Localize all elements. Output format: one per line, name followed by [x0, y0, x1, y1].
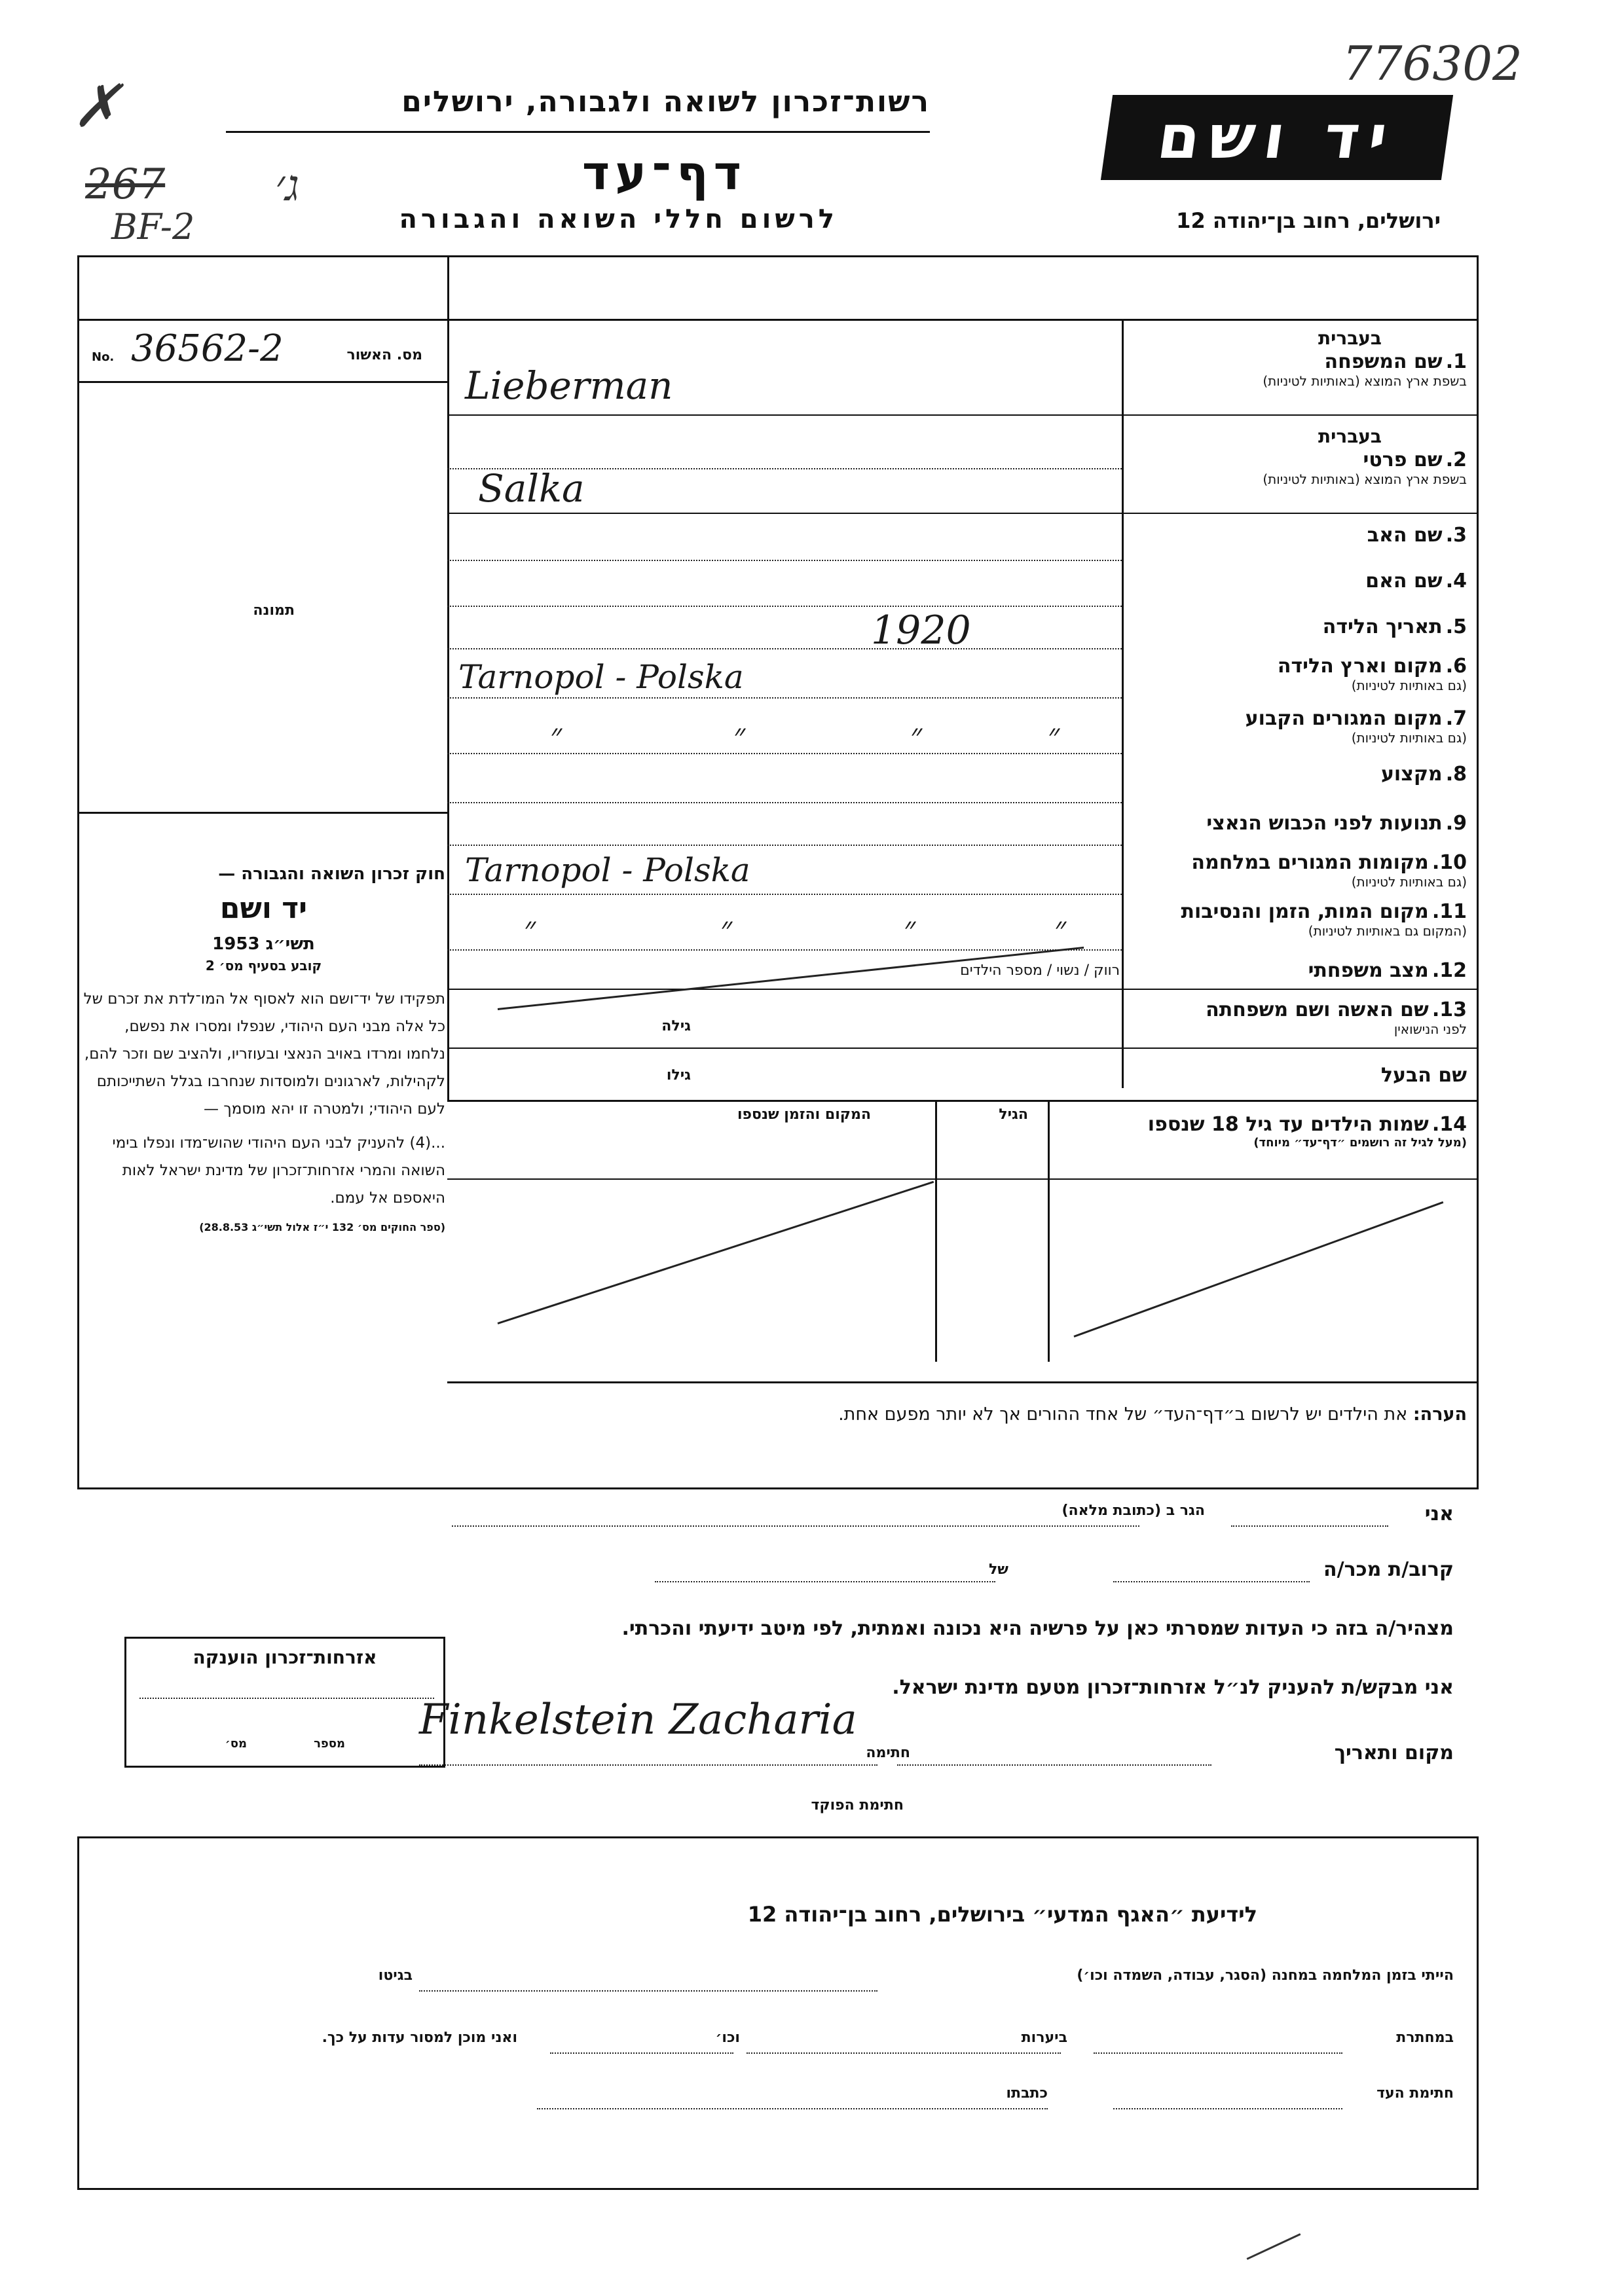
note-title: הערה: [1412, 1404, 1467, 1425]
signature-label: חתימה [866, 1745, 910, 1761]
field-3 [1126, 524, 1467, 547]
field-13 [1126, 998, 1467, 1037]
form-title: דף־עד [581, 145, 747, 200]
witness-address-label: כתבתו [1006, 2085, 1048, 2102]
certificate-title: אזרחות־זכרון הוענקה [193, 1647, 377, 1668]
field-5-label: תאריך הלידה [1322, 615, 1443, 638]
info-section [77, 1836, 1479, 2190]
field-12 [1126, 959, 1467, 982]
answer-given-latin: Salka [478, 466, 585, 511]
field-11-num: 11. [1431, 900, 1467, 923]
field-6-label: מקום וארץ הלידה [1277, 655, 1443, 678]
ditto-7: ״ [904, 910, 916, 947]
field-5 [1126, 615, 1467, 638]
field-9-num: 9. [1445, 812, 1467, 835]
field-7 [1126, 707, 1467, 746]
col-place-header: המקום והזמן שנספו [737, 1106, 871, 1123]
struck-number: 267 [85, 160, 166, 209]
hebrew-tag-1: בעברית [1318, 327, 1382, 349]
ditto-4: ״ [1048, 717, 1060, 754]
law-name: יד ושם [219, 892, 308, 925]
margin-mark: ג׳ [275, 160, 300, 211]
serial-prefix: No. [92, 350, 115, 364]
wife-age-label: גילה [661, 1018, 691, 1034]
field-14-num: 14. [1431, 1113, 1467, 1136]
declaration-address-label: הגר ב (כתובת מלאה) [1061, 1503, 1205, 1519]
ditto-3: ״ [910, 717, 923, 754]
field-13-sub: לפני הנישואין [1393, 1021, 1467, 1037]
ditto-2: ״ [733, 717, 746, 754]
field-1-sub: בשפת ארץ המוצא (באותיות לטיניות) [1263, 373, 1467, 389]
ready-label: ואני מוכן למסור עדות על כך. [322, 2030, 517, 2046]
certificate-box [124, 1637, 445, 1768]
declaration-of: של [989, 1561, 1008, 1578]
place-date-label: מקום ותאריך [1334, 1741, 1454, 1764]
field-10-sub: (גם באותיות לטיניות) [1351, 874, 1467, 890]
field-10 [1126, 851, 1467, 890]
form-subtitle: לרשום חללי השואה והגבורה [399, 204, 838, 234]
field-8-num: 8. [1445, 763, 1467, 786]
logo-text: יד ושם [1153, 102, 1401, 172]
certificate-prefix: מס׳ [225, 1737, 247, 1751]
scribble-mark: ✗ [72, 72, 122, 141]
certificate-number-label: מספר [314, 1737, 345, 1751]
law-clause: קובע בסעיף מס׳ 2 [205, 958, 322, 974]
field-4-num: 4. [1445, 570, 1467, 592]
field-7-num: 7. [1445, 707, 1467, 730]
field-1 [1126, 350, 1467, 389]
field-14-label: שמות הילדים עד גיל 18 שנספו [1147, 1113, 1429, 1136]
field-7-sub: (גם באותיות לטיניות) [1351, 730, 1467, 746]
field-2-label: שם פרטי [1363, 448, 1443, 471]
forests-label: ביערות [1021, 2030, 1067, 2046]
field-11-sub: (המקום גם באותיות לטיניות) [1308, 923, 1467, 939]
answer-surname-latin: Lieberman [465, 363, 673, 408]
field-11 [1126, 900, 1467, 939]
field-13-num: 13. [1431, 998, 1467, 1021]
field-14 [1048, 1113, 1467, 1150]
answer-birthplace-latin: Tarnopol - Polska [458, 658, 744, 696]
underground-label: במחתרת [1396, 2030, 1454, 2046]
answer-wartime-latin: Tarnopol - Polska [465, 851, 750, 889]
field-1-label: שם המשפחה [1324, 350, 1443, 373]
declaration-i: אני [1424, 1503, 1454, 1525]
field-6-num: 6. [1445, 655, 1467, 678]
info-title: לידיעת ״האגף המדעי״ בירושלים, רחוב בן־יהודה 12 [747, 1902, 1257, 1927]
field-8-label: מקצוע [1380, 763, 1443, 786]
spouse-label: שם הבעל [1380, 1064, 1467, 1087]
field-12-label: מצב משפחתי [1308, 959, 1429, 982]
hebrew-tag-2: בעברית [1318, 426, 1382, 447]
field-3-num: 3. [1445, 524, 1467, 547]
declaration-text: מצהיר/ה בזה כי העדות שמסרתי כאן על פרשיה היא נכונה ואמתית, לפי מיטב ידיעתי והכרתי. [621, 1617, 1454, 1640]
field-12-num: 12. [1431, 959, 1467, 982]
stamp-number: 776302 [1342, 36, 1522, 91]
etc-label: וכו׳ [715, 2030, 740, 2046]
yad-vashem-logo [1101, 95, 1453, 180]
officer-signature-label: חתימת הפוקד [811, 1797, 904, 1813]
law-text-2: ...(4) להעניק לבני העם היהודי שהוש־מדו ונפלו בימי השואה והמרי אזרחות־זכרון של מדינת ישראל לאות היאספם אל עמם. [112, 1135, 445, 1207]
photo-label: תמונה [253, 602, 295, 619]
field-3-label: שם האב [1367, 524, 1443, 547]
pen-stroke [1247, 2233, 1301, 2260]
field-11-label: מקום המות, הזמן והנסיבות [1181, 900, 1429, 923]
field-4 [1126, 570, 1467, 592]
law-year: תשי״ג 1953 [212, 934, 315, 954]
law-box [82, 864, 445, 1233]
request-text: אני מבקש/ת להעניק לנ״ל אזרחות־זכרון מטעם מדינת ישראל. [892, 1676, 1454, 1699]
field-1-num: 1. [1445, 350, 1467, 373]
ditto-6: ״ [720, 910, 733, 947]
col-age-header: הגיל [999, 1106, 1028, 1123]
law-source: (ספר החוקים מס׳ 132 י״ז אלול תשי״ג 28.8.53) [199, 1221, 445, 1233]
field-4-label: שם האם [1365, 570, 1443, 592]
law-text-1: תפקידו של יד־ושם הוא לאסוף אל המו־לדת את זכרם של כל אלה מבני העם היהודי, שנפלו ומסרו את נפשם, נלחמו ומרדו באויב הנאצי ובעוזריו, ולהציב שם וזכר להם, לקהילות, לארגונים ולמוסדות שנחרבו בגלל השתייכותם לעם היהודי; ולמטרה זו יהא מוסמך — [83, 991, 445, 1118]
serial-label: מס. האשור [346, 347, 422, 363]
institute-address: ירושלים, רחוב בן־יהודה 12 [1176, 208, 1441, 233]
field-6-sub: (גם באותיות לטיניות) [1351, 678, 1467, 693]
declaration-relative: קרוב/ת מכר/ה [1323, 1558, 1454, 1581]
field-2 [1126, 448, 1467, 487]
field-2-num: 2. [1445, 448, 1467, 471]
ditto-8: ״ [1054, 910, 1067, 947]
field-2-sub: בשפת ארץ המוצא (באותיות לטיניות) [1263, 471, 1467, 487]
witness-signature: Finkelstein Zacharia [419, 1696, 857, 1744]
field-9 [1126, 812, 1467, 835]
answer-birth-year: 1920 [871, 608, 971, 653]
was-during-label: הייתי בזמן המלחמה במחנה (הסגר, עבודה, השמדה וכו׳) [1077, 1967, 1454, 1984]
law-title: חוק זכרון השואה והגבורה — [218, 864, 445, 884]
field-8 [1126, 763, 1467, 786]
field-14-sub: (מעל לגיל זה רושמים ״דף־עד״ מיוחד) [1253, 1136, 1467, 1150]
field-6 [1126, 655, 1467, 693]
authority-name: רשות־זכרון לשואה ולגבורה, ירושלים [401, 85, 930, 118]
note-text: את הילדים יש לרשום ב״דף־העד״ של אחד ההורים אך לא יותר מפעם אחת. [838, 1404, 1408, 1425]
note-row [485, 1404, 1467, 1425]
field-13-label: שם האשה ושם משפחתה [1206, 998, 1429, 1021]
field-10-label: מקומות המגורים במלחמה [1191, 851, 1429, 874]
husband-age-label: גילו [666, 1067, 691, 1084]
ghetto-label: בגיטו [378, 1967, 413, 1984]
marital-options: רווק / נשוי / מספר הילדים [960, 962, 1120, 979]
field-9-label: תנועות לפני הכבוש הנאצי [1206, 812, 1443, 835]
ditto-1: ״ [550, 717, 563, 754]
field-5-num: 5. [1445, 615, 1467, 638]
margin-code: BF-2 [111, 206, 195, 247]
serial-number: 36562-2 [131, 327, 284, 370]
witness-signature-label: חתימת העד [1376, 2085, 1454, 2102]
ditto-5: ״ [524, 910, 536, 947]
field-7-label: מקום המגורים הקבוע [1245, 707, 1443, 730]
field-10-num: 10. [1431, 851, 1467, 874]
